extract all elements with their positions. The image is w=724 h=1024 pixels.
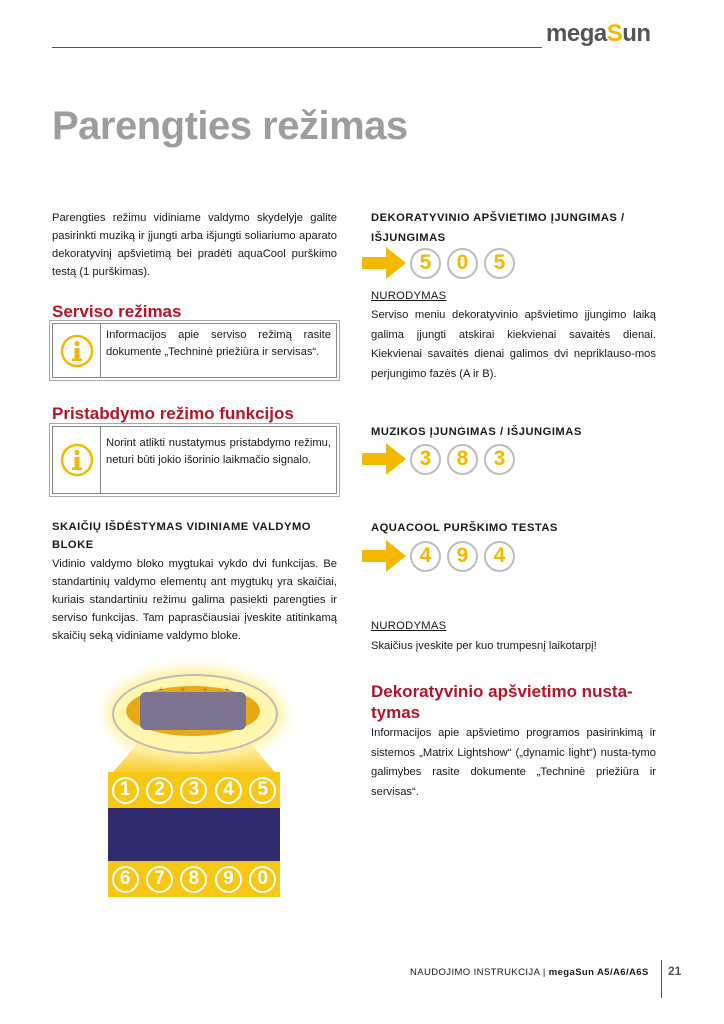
footer-text: NAUDOJIMO INSTRUKCIJA | megaSun A5/A6/A6S xyxy=(410,967,649,978)
aqua-note-label: NURODYMAS xyxy=(371,620,447,632)
keypad-key: 8 xyxy=(180,866,207,893)
code-digit: 3 xyxy=(410,444,441,475)
arrow-icon xyxy=(362,550,386,562)
info-icon xyxy=(53,427,101,493)
layout-text: Vidinio valdymo bloko mygtukai vykdo dvi funkcijas. Be standartinių valdymo elementų ant mygtukų yra skaičiai, kuriais standartiniu režimu galima pasiekti parengties ir serviso funkcijas. Tam paprasčiausiai įveskite atitinkamą skaičių seką vidiniame valdymo bloke. xyxy=(52,558,337,642)
deco-code-sequence xyxy=(362,247,515,279)
keypad-key: 2 xyxy=(146,777,173,804)
code-digit: 3 xyxy=(484,444,515,475)
keypad-key: 7 xyxy=(146,866,173,893)
keypad-top-row xyxy=(108,772,280,808)
keypad-key: 3 xyxy=(180,777,207,804)
keypad-key: 1 xyxy=(112,777,139,804)
page-title: Parengties režimas xyxy=(52,104,408,148)
pause-heading: Pristabdymo režimo funkcijos xyxy=(52,404,294,423)
service-info-box xyxy=(52,323,337,378)
control-panel-top-buttons: + + + + xyxy=(158,685,230,694)
info-icon xyxy=(53,324,101,377)
deco-note-text: Serviso meniu dekoratyvinio apšvietimo įjungimo laiką galima įjungti atskirai kiekvienai savaitės dienai. Kiekvienai savaitės dienai galimos dvi nepriklauso-mos perjungimo fazės (A ir B). xyxy=(371,309,656,380)
music-heading: MUZIKOS ĮJUNGIMAS / IŠJUNGIMAS xyxy=(371,426,582,438)
keypad-key: 5 xyxy=(249,777,276,804)
deco-note-label: NURODYMAS xyxy=(371,290,447,302)
arrow-icon xyxy=(362,453,386,465)
deco-setting-text: Informacijos apie apšvietimo programos pasirinkimą ir sistemos „Matrix Lightshow“ („dynamic light“) nusta-tymo galimybes rasite dokumente „Techninė priežiūra ir servisas“. xyxy=(371,727,656,798)
aqua-heading: AQUACOOL PURŠKIMO TESTAS xyxy=(371,522,558,534)
aqua-note-text: Skaičius įveskite per kuo trumpesnį laikotarpį! xyxy=(371,640,597,652)
footer-divider xyxy=(661,960,662,998)
service-info-text: Informacijos apie serviso režimą rasite dokumente „Techninė priežiūra ir servisas“. xyxy=(106,329,331,358)
pause-info-text: Norint atlikti nustatymus pristabdymo režimu, neturi būti jokio išorinio laikmačio signalo. xyxy=(106,437,331,466)
code-digit: 9 xyxy=(447,541,478,572)
keypad-bottom-row xyxy=(108,861,280,897)
keypad-key: 4 xyxy=(215,777,242,804)
deco-setting-heading: Dekoratyvinio apšvietimo nusta-tymas xyxy=(371,682,633,722)
control-panel-bottom-buttons: - - - - xyxy=(159,723,229,732)
code-digit: 5 xyxy=(484,248,515,279)
keypad-display-band xyxy=(108,808,280,861)
music-code-sequence xyxy=(362,443,515,475)
code-digit: 4 xyxy=(484,541,515,572)
logo: megaSun xyxy=(546,20,651,47)
code-digit: 8 xyxy=(447,444,478,475)
code-digit: 4 xyxy=(410,541,441,572)
code-digit: 0 xyxy=(447,248,478,279)
keypad-key: 6 xyxy=(112,866,139,893)
service-heading: Serviso režimas xyxy=(52,302,182,321)
arrow-icon xyxy=(362,257,386,269)
deco-heading: DEKORATYVINIO APŠVIETIMO ĮJUNGIMAS / IŠJUNGIMAS xyxy=(371,212,625,244)
keypad-key: 9 xyxy=(215,866,242,893)
header-rule xyxy=(52,47,542,48)
intro-text: Parengties režimu vidiniame valdymo skydelyje galite pasirinkti muziką ir įjungti arba išjungti soliariumo aparato dekoratyvinį apšvietimą bei pradėti aquaCool purškimo testą (1 purškimas). xyxy=(52,212,337,278)
layout-heading: SKAIČIŲ IŠDĖSTYMAS VIDINIAME VALDYMO BLOKE xyxy=(52,521,311,551)
keypad-key: 0 xyxy=(249,866,276,893)
code-digit: 5 xyxy=(410,248,441,279)
page-number: 21 xyxy=(668,964,682,978)
aqua-code-sequence xyxy=(362,540,515,572)
pause-info-box xyxy=(52,426,337,494)
